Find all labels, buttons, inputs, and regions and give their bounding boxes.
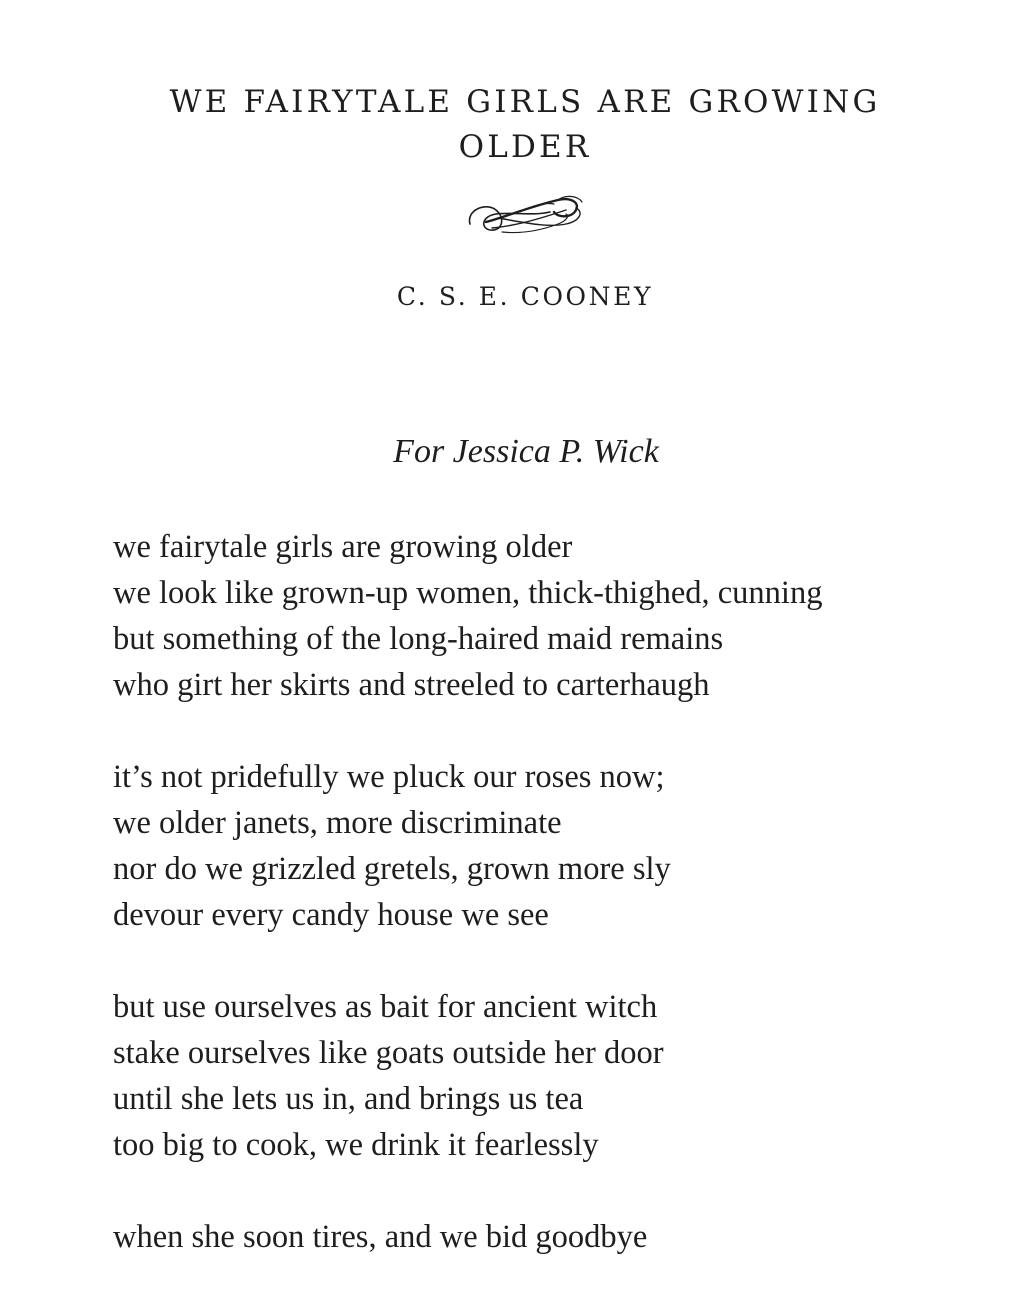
poem-line: when she soon tires, and we bid goodbye [113, 1219, 648, 1255]
dedication: For Jessica P. Wick [393, 433, 659, 470]
poem-line: but something of the long-haired maid remains [113, 621, 724, 657]
poem-title [0, 80, 1036, 170]
stanza [113, 1214, 1013, 1260]
poem-line: it’s not pridefully we pluck our roses now; [113, 759, 665, 795]
stanza [113, 524, 1013, 708]
author-name: C. S. E. COONEY [396, 282, 654, 311]
poem-title-line-2: OLDER [458, 129, 592, 165]
flourish-ornament-icon [462, 188, 588, 242]
poem-line: stake ourselves like goats outside her door [113, 1035, 664, 1071]
stanza [113, 984, 1013, 1168]
poem-line: but use ourselves as bait for ancient witch [113, 989, 658, 1025]
poem-body [113, 524, 1013, 1306]
poem-line: we older janets, more discriminate [113, 805, 562, 841]
poem-line: we look like grown-up women, thick-thighed, cunning [113, 575, 823, 611]
poem-line: devour every candy house we see [113, 897, 549, 933]
stanza [113, 754, 1013, 938]
poem-line: too big to cook, we drink it fearlessly [113, 1127, 599, 1163]
poem-line: we fairytale girls are growing older [113, 529, 573, 565]
poem-line: nor do we grizzled gretels, grown more sly [113, 851, 671, 887]
poem-title-line-1: WE FAIRYTALE GIRLS ARE GROWING [169, 84, 881, 120]
poem-line: until she lets us in, and brings us tea [113, 1081, 584, 1117]
poem-line: who girt her skirts and streeled to carterhaugh [113, 667, 710, 703]
